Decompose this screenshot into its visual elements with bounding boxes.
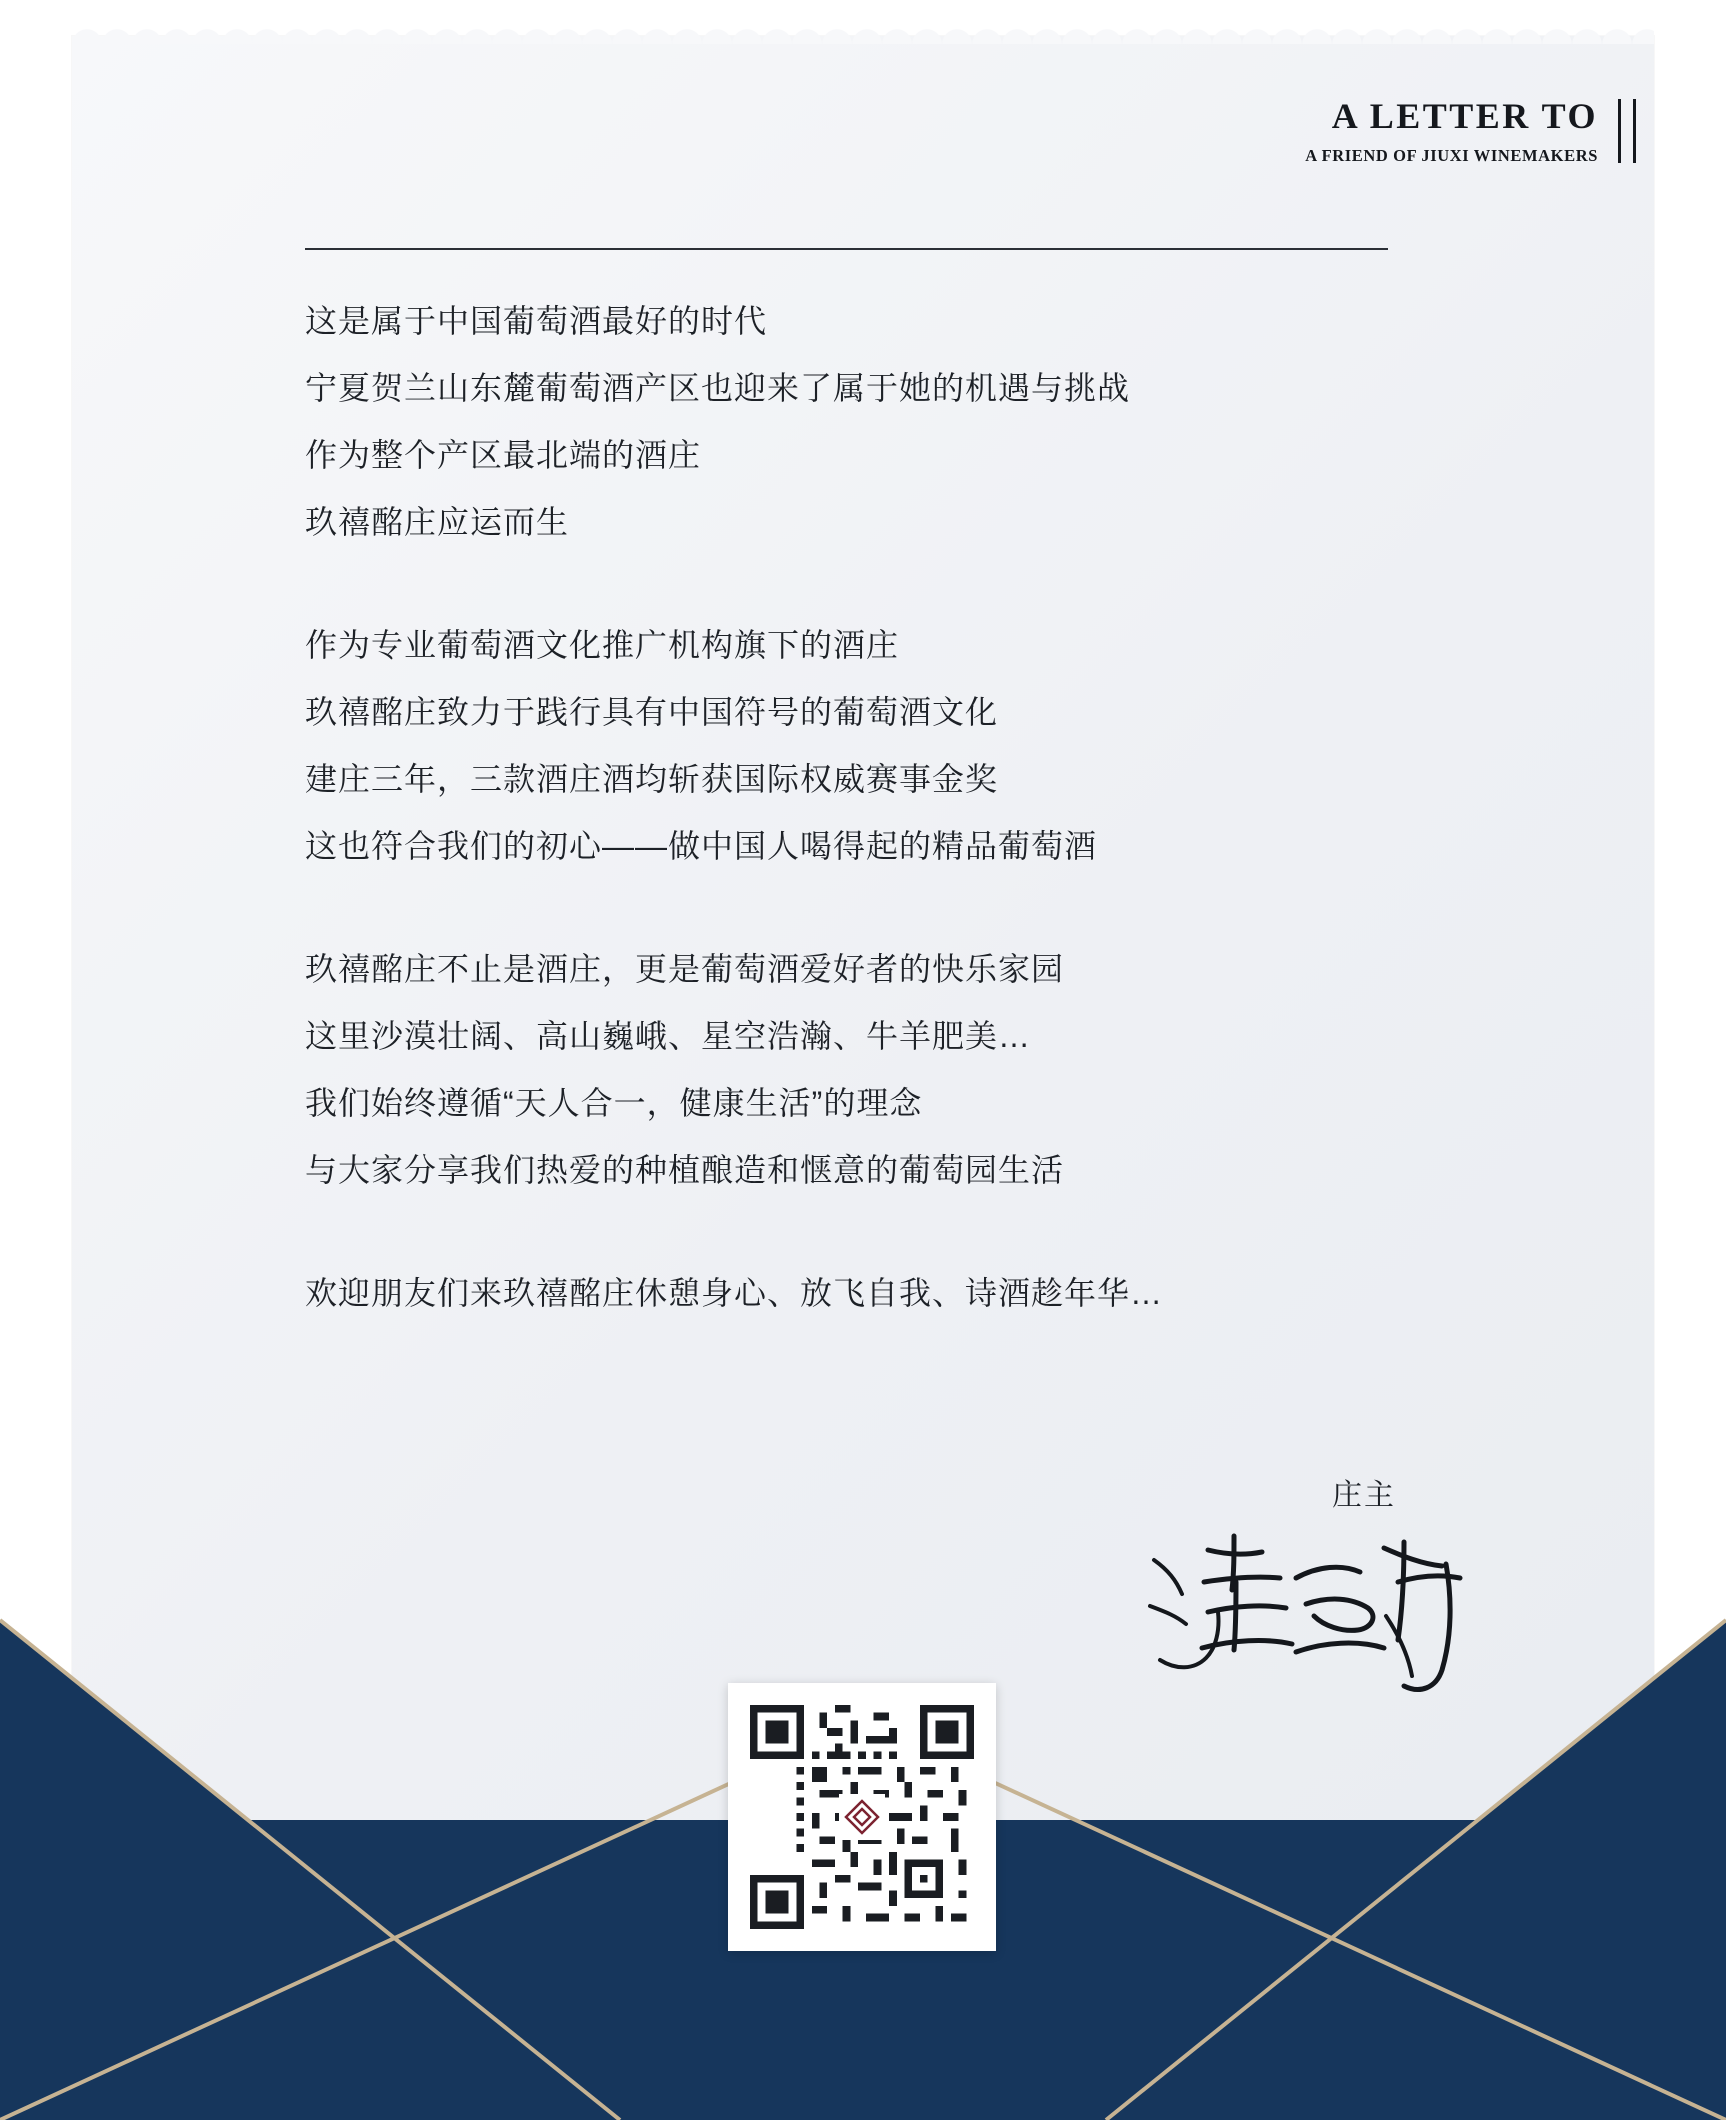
- paragraph-2: [305, 612, 1425, 880]
- body-line: 这也符合我们的初心——做中国人喝得起的精品葡萄酒: [305, 828, 1098, 864]
- body-line: 作为整个产区最北端的酒庄: [305, 437, 702, 473]
- body-line: 宁夏贺兰山东麓葡萄酒产区也迎来了属于她的机遇与挑战: [305, 370, 1131, 406]
- page-subtitle: A FRIEND OF JIUXI WINEMAKERS: [1305, 146, 1598, 166]
- diamond-logo-icon: [839, 1794, 885, 1840]
- body-line: 这是属于中国葡萄酒最好的时代: [305, 303, 768, 339]
- header-divider: [305, 248, 1388, 250]
- letter-body: [305, 288, 1425, 1327]
- body-line: 玖禧酩庄应运而生: [305, 504, 570, 540]
- body-line: 我们始终遵循“天人合一，健康生活”的理念: [305, 1085, 923, 1121]
- body-line: 玖禧酩庄不止是酒庄，更是葡萄酒爱好者的快乐家园: [305, 951, 1065, 987]
- paragraph-4: [305, 1260, 1425, 1327]
- paragraph-1: [305, 288, 1425, 556]
- scalloped-edge: [72, 14, 1654, 44]
- page-title: A LETTER TO: [1331, 96, 1598, 136]
- letter-header: [936, 96, 1636, 166]
- double-bar-icon: [1618, 99, 1636, 163]
- paragraph-3: [305, 936, 1425, 1204]
- body-line: 这里沙漠壮阔、高山巍峨、星空浩瀚、牛羊肥美…: [305, 1018, 1032, 1054]
- body-line: 建庄三年，三款酒庄酒均斩获国际权威赛事金奖: [305, 761, 999, 797]
- body-line: 与大家分享我们热爱的种植酿造和惬意的葡萄园生活: [305, 1152, 1065, 1188]
- body-line: 欢迎朋友们来玖禧酩庄休憩身心、放飞自我、诗酒趁年华…: [305, 1275, 1164, 1311]
- body-line: 作为专业葡萄酒文化推广机构旗下的酒庄: [305, 627, 900, 663]
- qr-code[interactable]: [728, 1683, 996, 1951]
- body-line: 玖禧酩庄致力于践行具有中国符号的葡萄酒文化: [305, 694, 999, 730]
- signature-label: 庄主: [1332, 1479, 1396, 1512]
